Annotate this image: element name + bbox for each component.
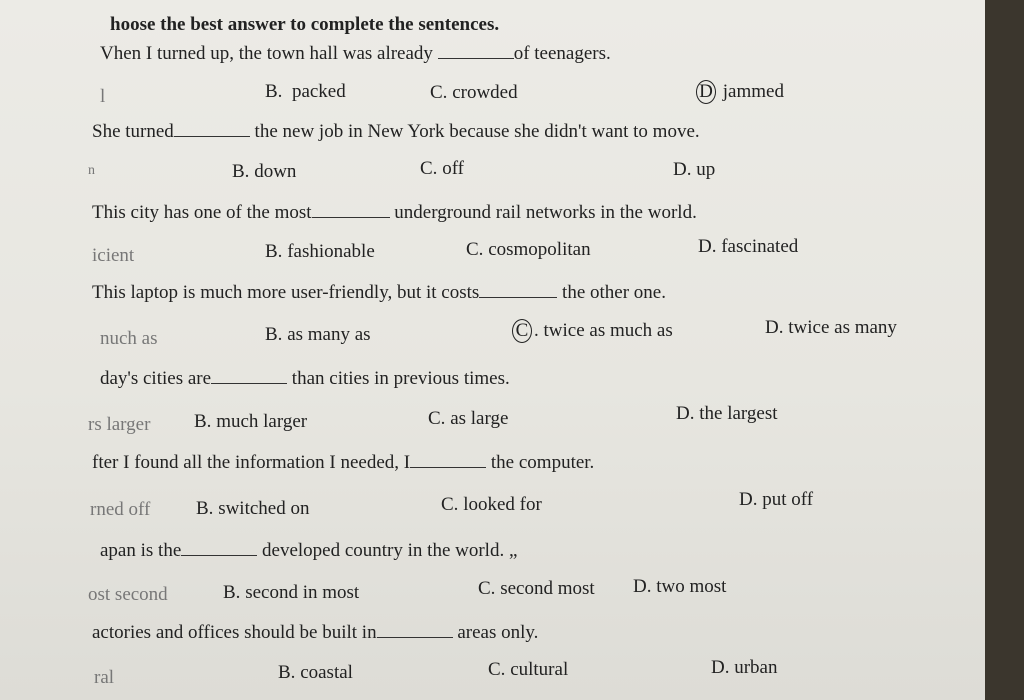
question-4-tail: the other one. — [562, 282, 666, 303]
q8-option-d-text: urban — [734, 657, 778, 678]
q2-option-b-letter: B. — [232, 161, 250, 182]
show-through-text — [359, 150, 364, 167]
q3-option-c[interactable] — [466, 239, 591, 261]
q7-option-a-text: ost second — [88, 584, 168, 605]
q2-option-b[interactable] — [232, 161, 296, 183]
q8-option-b-text: coastal — [300, 662, 353, 683]
q5-option-d-letter: D. — [676, 403, 695, 424]
q3-option-c-letter: C. — [466, 239, 484, 260]
question-5 — [100, 368, 510, 390]
q8-option-b-letter: B. — [278, 662, 296, 683]
q3-option-d-text: fascinated — [721, 236, 799, 257]
q7-option-b-letter: B. — [223, 582, 241, 603]
question-2 — [92, 121, 700, 143]
q5-option-b[interactable] — [194, 411, 307, 433]
q1-option-b-letter: B. — [265, 81, 283, 102]
q4-option-c[interactable] — [512, 319, 673, 343]
q8-option-d[interactable] — [711, 657, 778, 679]
question-6-blank[interactable] — [410, 466, 486, 468]
q4-option-c-circled-letter: C — [512, 319, 532, 343]
table-background — [985, 0, 1024, 700]
q7-option-b[interactable] — [223, 582, 359, 604]
q1-option-c[interactable] — [430, 82, 518, 104]
q7-option-c-letter: C. — [478, 578, 496, 599]
q4-option-d-text: twice as many — [788, 317, 897, 338]
question-1-blank[interactable] — [438, 57, 514, 59]
instruction-text: hoose the best answer to complete the sentences. — [110, 14, 500, 35]
q5-option-a[interactable] — [88, 414, 150, 436]
q7-option-a[interactable] — [88, 584, 168, 606]
question-1 — [100, 43, 611, 65]
q8-option-a[interactable] — [94, 667, 114, 689]
question-7-blank[interactable] — [181, 554, 257, 556]
q2-option-d[interactable] — [673, 159, 715, 181]
question-8-blank[interactable] — [377, 636, 453, 638]
q8-option-b[interactable] — [278, 662, 353, 684]
q7-option-d[interactable] — [633, 576, 726, 598]
q3-option-d-letter: D. — [698, 236, 717, 257]
question-3-stem: This city has one of the most — [92, 202, 312, 223]
q2-option-c-letter: C. — [420, 158, 438, 179]
question-6-stem: fter I found all the information I needed, I — [92, 452, 411, 473]
q1-option-d-text: jammed — [722, 81, 784, 102]
q4-option-b-letter: B. — [265, 324, 283, 345]
question-3-tail: underground rail networks in the world. — [394, 202, 697, 223]
question-8-tail: areas only. — [457, 622, 539, 643]
q5-option-c-text: as large — [450, 408, 509, 429]
q2-option-c-text: off — [442, 158, 464, 179]
question-2-blank[interactable] — [174, 135, 250, 137]
q6-option-c-letter: C. — [441, 494, 459, 515]
q8-option-d-letter: D. — [711, 657, 730, 678]
q5-option-b-text: much larger — [216, 411, 308, 432]
question-8 — [92, 622, 538, 644]
q4-option-b[interactable] — [265, 324, 371, 346]
question-5-stem: day's cities are — [100, 368, 212, 389]
instruction — [110, 14, 499, 36]
q1-option-d-circled-letter: D — [696, 80, 716, 104]
q6-option-d-letter: D. — [739, 489, 758, 510]
q8-option-a-text: ral — [94, 667, 115, 688]
q7-option-c-text: second most — [500, 578, 595, 599]
q1-option-d[interactable] — [696, 80, 784, 104]
q5-option-d[interactable] — [676, 403, 778, 425]
q1-option-a-text: l — [100, 86, 106, 107]
q3-option-a[interactable] — [92, 245, 134, 267]
q1-option-c-letter: C. — [430, 82, 448, 103]
question-3 — [92, 202, 697, 224]
question-5-tail: than cities in previous times. — [291, 368, 510, 389]
q4-option-a[interactable] — [100, 328, 158, 350]
q7-option-d-letter: D. — [633, 576, 652, 597]
q4-option-d-letter: D. — [765, 317, 784, 338]
q6-option-c-text: looked for — [463, 494, 542, 515]
q3-option-a-text: icient — [92, 245, 135, 266]
question-7-tail: developed country in the world. „ — [262, 540, 518, 561]
q5-option-d-text: the largest — [699, 403, 778, 424]
question-2-tail: the new job in New York because she didn't want to move. — [254, 121, 700, 142]
question-4 — [92, 282, 666, 304]
question-3-blank[interactable] — [312, 216, 390, 218]
q3-option-b-letter: B. — [265, 241, 283, 262]
q7-option-d-text: two most — [656, 576, 727, 597]
question-7-stem: apan is the — [100, 540, 182, 561]
q4-option-c-text: . twice as much as — [534, 320, 673, 341]
q3-option-b-text: fashionable — [287, 241, 375, 262]
q1-option-c-text: crowded — [452, 82, 518, 103]
question-2-stem: She turned — [92, 121, 174, 142]
q8-option-c[interactable] — [488, 659, 568, 681]
q5-option-c-letter: C. — [428, 408, 446, 429]
q1-option-b-text: packed — [291, 81, 346, 102]
question-7 — [100, 540, 517, 562]
q8-option-c-letter: C. — [488, 659, 506, 680]
question-1-tail: of teenagers. — [513, 43, 611, 64]
q6-option-c[interactable] — [441, 494, 542, 516]
q3-option-c-text: cosmopolitan — [488, 239, 591, 260]
q5-option-a-text: rs larger — [88, 414, 151, 435]
q4-option-a-text: nuch as — [100, 328, 158, 349]
q2-option-c[interactable] — [420, 158, 464, 180]
q2-option-d-letter: D. — [673, 159, 692, 180]
q6-option-b[interactable] — [196, 498, 309, 520]
q4-option-b-text: as many as — [287, 324, 371, 345]
q6-option-a[interactable] — [90, 499, 150, 521]
q6-option-b-text: switched on — [218, 498, 310, 519]
question-6-tail: the computer. — [490, 452, 595, 473]
question-5-blank[interactable] — [211, 382, 287, 384]
q6-option-a-text: rned off — [90, 499, 151, 520]
q5-option-b-letter: B. — [194, 411, 212, 432]
q2-option-b-text: down — [254, 161, 297, 182]
q6-option-d-text: put off — [762, 489, 814, 510]
q6-option-d[interactable] — [739, 489, 813, 511]
q1-option-a[interactable] — [100, 86, 105, 108]
q2-option-a[interactable] — [88, 163, 95, 179]
q6-option-b-letter: B. — [196, 498, 214, 519]
question-4-blank[interactable] — [479, 296, 557, 298]
q7-option-b-text: second in most — [245, 582, 360, 603]
question-8-stem: actories and offices should be built in — [92, 622, 377, 643]
q1-option-b[interactable] — [265, 81, 346, 103]
question-4-stem: This laptop is much more user-friendly, but it costs — [92, 282, 480, 303]
q2-option-a-text: n — [88, 163, 95, 178]
q4-option-d[interactable] — [765, 317, 897, 339]
q2-option-d-text: up — [696, 159, 716, 180]
q7-option-c[interactable] — [478, 578, 595, 600]
q3-option-b[interactable] — [265, 241, 375, 263]
q3-option-d[interactable] — [698, 236, 798, 258]
question-1-stem: Vhen I turned up, the town hall was already — [100, 43, 433, 64]
question-6 — [92, 452, 594, 474]
q5-option-c[interactable] — [428, 408, 508, 430]
q8-option-c-text: cultural — [510, 659, 569, 680]
